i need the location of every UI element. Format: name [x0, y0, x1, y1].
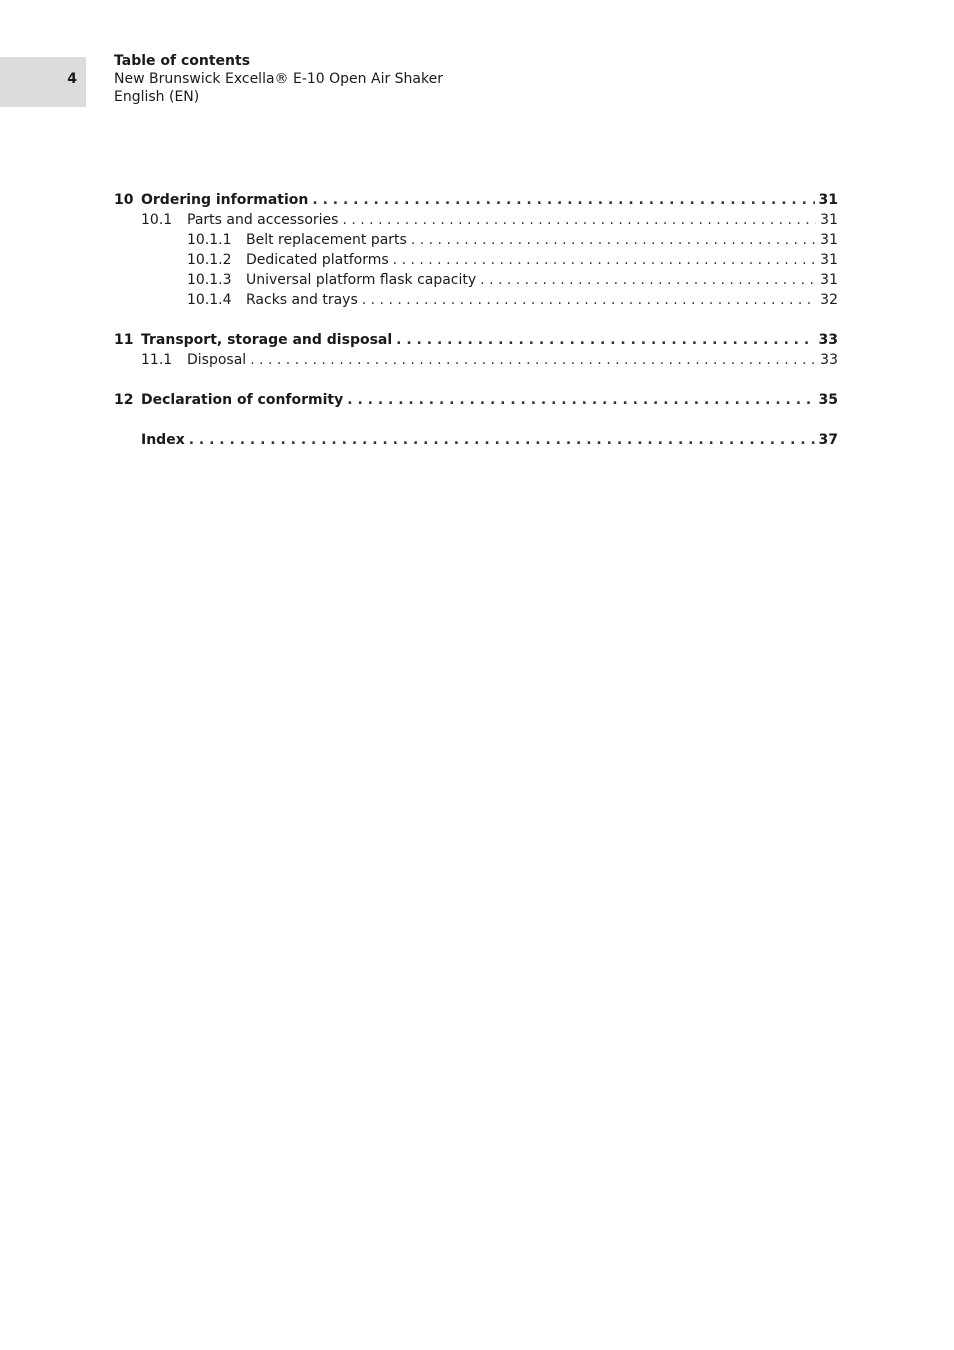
toc-entry-page: 31	[815, 190, 838, 210]
toc-entry-number: 10.1	[141, 212, 173, 228]
toc-entry[interactable]	[114, 190, 838, 210]
toc-entry[interactable]	[114, 230, 838, 250]
toc-entry-page: 35	[815, 390, 838, 410]
toc-entry-page: 31	[816, 210, 838, 230]
toc-entry-page: 31	[816, 250, 838, 270]
toc-entry-line	[141, 390, 838, 410]
toc-dot-leader	[362, 290, 816, 310]
toc-dot-leader	[411, 230, 816, 250]
toc-entry-title: Disposal	[187, 350, 250, 370]
toc-dot-leader	[342, 210, 816, 230]
page-number: 4	[67, 71, 77, 87]
toc-entry[interactable]	[114, 430, 838, 450]
toc-dot-leader	[250, 350, 816, 370]
section-title: Table of contents	[114, 53, 251, 69]
toc-dot-leader	[393, 250, 817, 270]
toc-entry-title: Declaration of conformity	[141, 390, 347, 410]
toc-entry-title: Racks and trays	[246, 290, 362, 310]
toc-entry-title: Index	[141, 430, 189, 450]
toc-entry[interactable]	[114, 290, 838, 310]
toc-entry-line	[246, 250, 838, 270]
toc-entry-page: 37	[815, 430, 838, 450]
toc-entry-number: 10	[114, 192, 134, 208]
toc-dot-leader	[189, 430, 815, 450]
toc-entry-line	[141, 190, 838, 210]
toc-dot-leader	[312, 190, 814, 210]
toc-entry-line	[187, 350, 838, 370]
toc-entry-number: 11.1	[141, 352, 173, 368]
toc-entry-number: 10.1.4	[187, 292, 232, 308]
toc-entry-page: 32	[816, 290, 838, 310]
toc-entry[interactable]	[114, 250, 838, 270]
toc-entry[interactable]	[114, 210, 838, 230]
toc-entry-line	[141, 330, 838, 350]
toc-entry-title: Belt replacement parts	[246, 230, 411, 250]
toc-entry-line	[246, 230, 838, 250]
toc-entry-line	[246, 270, 838, 290]
toc-entry[interactable]	[114, 390, 838, 410]
toc-entry-line	[141, 430, 838, 450]
toc-entry-line	[246, 290, 838, 310]
running-header	[114, 52, 443, 106]
toc-entry-line	[187, 210, 838, 230]
toc-entry-title: Transport, storage and disposal	[141, 330, 396, 350]
table-of-contents	[114, 190, 838, 450]
toc-entry-title: Parts and accessories	[187, 210, 342, 230]
toc-entry-title: Ordering information	[141, 190, 312, 210]
toc-entry-title: Universal platform flask capacity	[246, 270, 480, 290]
toc-entry-title: Dedicated platforms	[246, 250, 393, 270]
toc-entry[interactable]	[114, 270, 838, 290]
toc-entry-number: 10.1.3	[187, 272, 232, 288]
toc-entry-page: 31	[816, 230, 838, 250]
toc-entry-page: 33	[816, 350, 838, 370]
toc-entry[interactable]	[114, 350, 838, 370]
language-label: English (EN)	[114, 89, 200, 105]
toc-entry[interactable]	[114, 330, 838, 350]
product-name: New Brunswick Excella® E-10 Open Air Shaker	[114, 71, 443, 87]
toc-dot-leader	[396, 330, 814, 350]
toc-entry-number: 10.1.2	[187, 252, 232, 268]
toc-dot-leader	[480, 270, 816, 290]
toc-entry-page: 31	[816, 270, 838, 290]
toc-entry-number: 12	[114, 392, 134, 408]
toc-dot-leader	[347, 390, 814, 410]
toc-entry-number: 10.1.1	[187, 232, 232, 248]
toc-entry-page: 33	[815, 330, 838, 350]
toc-entry-number: 11	[114, 332, 134, 348]
